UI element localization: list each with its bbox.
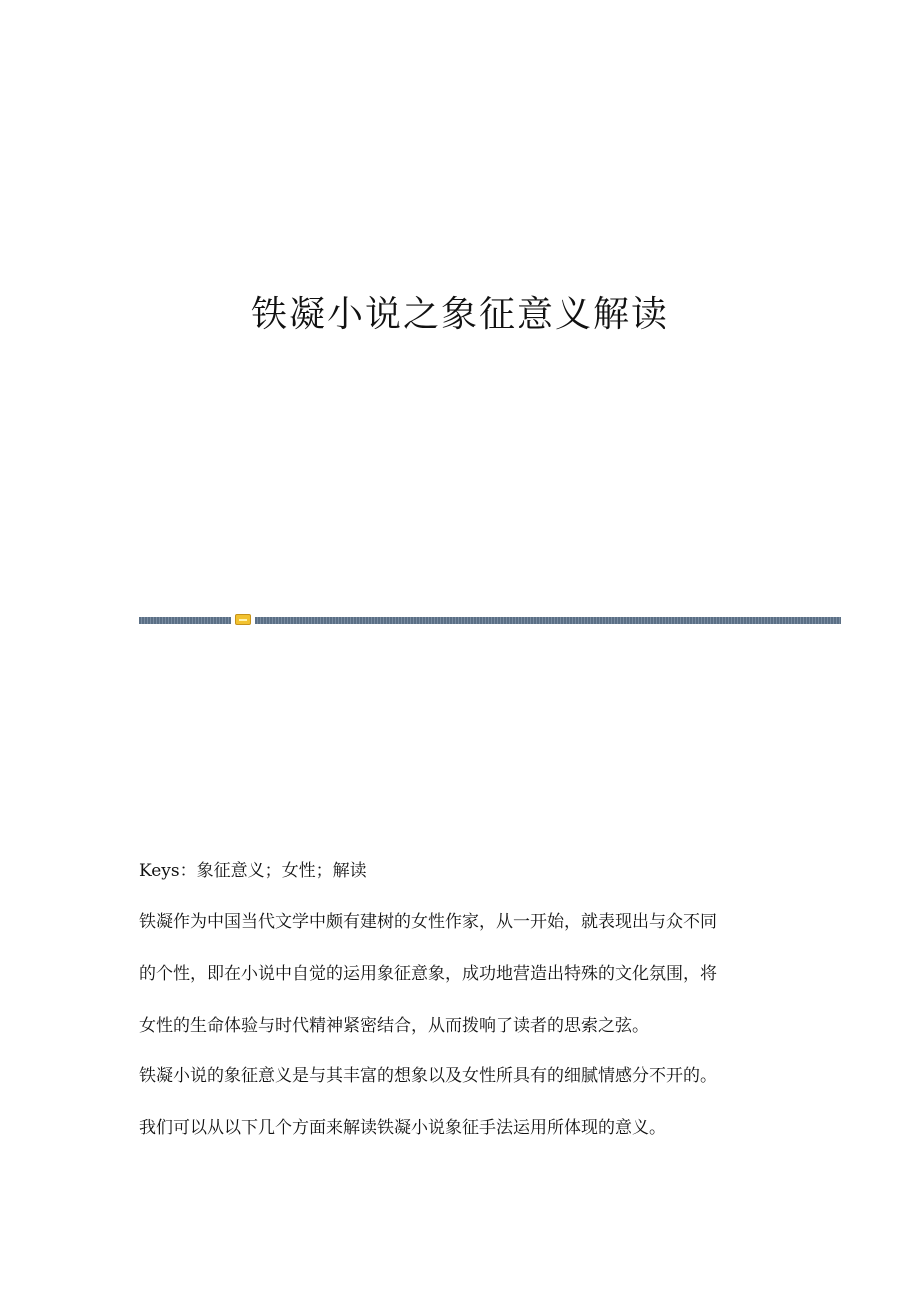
divider-bar-right xyxy=(255,617,841,624)
paragraph-1 xyxy=(139,896,779,1052)
paragraph-line: 的个性，即在小说中自觉的运用象征意象，成功地营造出特殊的文化氛围，将 xyxy=(139,964,717,984)
keywords-line: Keys：象征意义；女性；解读 xyxy=(139,861,367,881)
paragraph-line: 铁凝作为中国当代文学中颇有建树的女性作家，从一开始，就表现出与众不同 xyxy=(139,912,717,932)
document-title: 铁凝小说之象征意义解读 xyxy=(250,294,669,336)
paragraph-2 xyxy=(139,1050,779,1154)
divider-emblem-icon xyxy=(235,614,251,625)
paragraph-line: 我们可以从以下几个方面来解读铁凝小说象征手法运用所体现的意义。 xyxy=(139,1118,666,1138)
paragraph-line: 女性的生命体验与时代精神紧密结合，从而拨响了读者的思索之弦。 xyxy=(139,1016,649,1036)
paragraph-line: 铁凝小说的象征意义是与其丰富的想象以及女性所具有的细腻情感分不开的。 xyxy=(139,1066,717,1086)
section-divider xyxy=(139,613,841,627)
divider-bar-left xyxy=(139,617,231,624)
